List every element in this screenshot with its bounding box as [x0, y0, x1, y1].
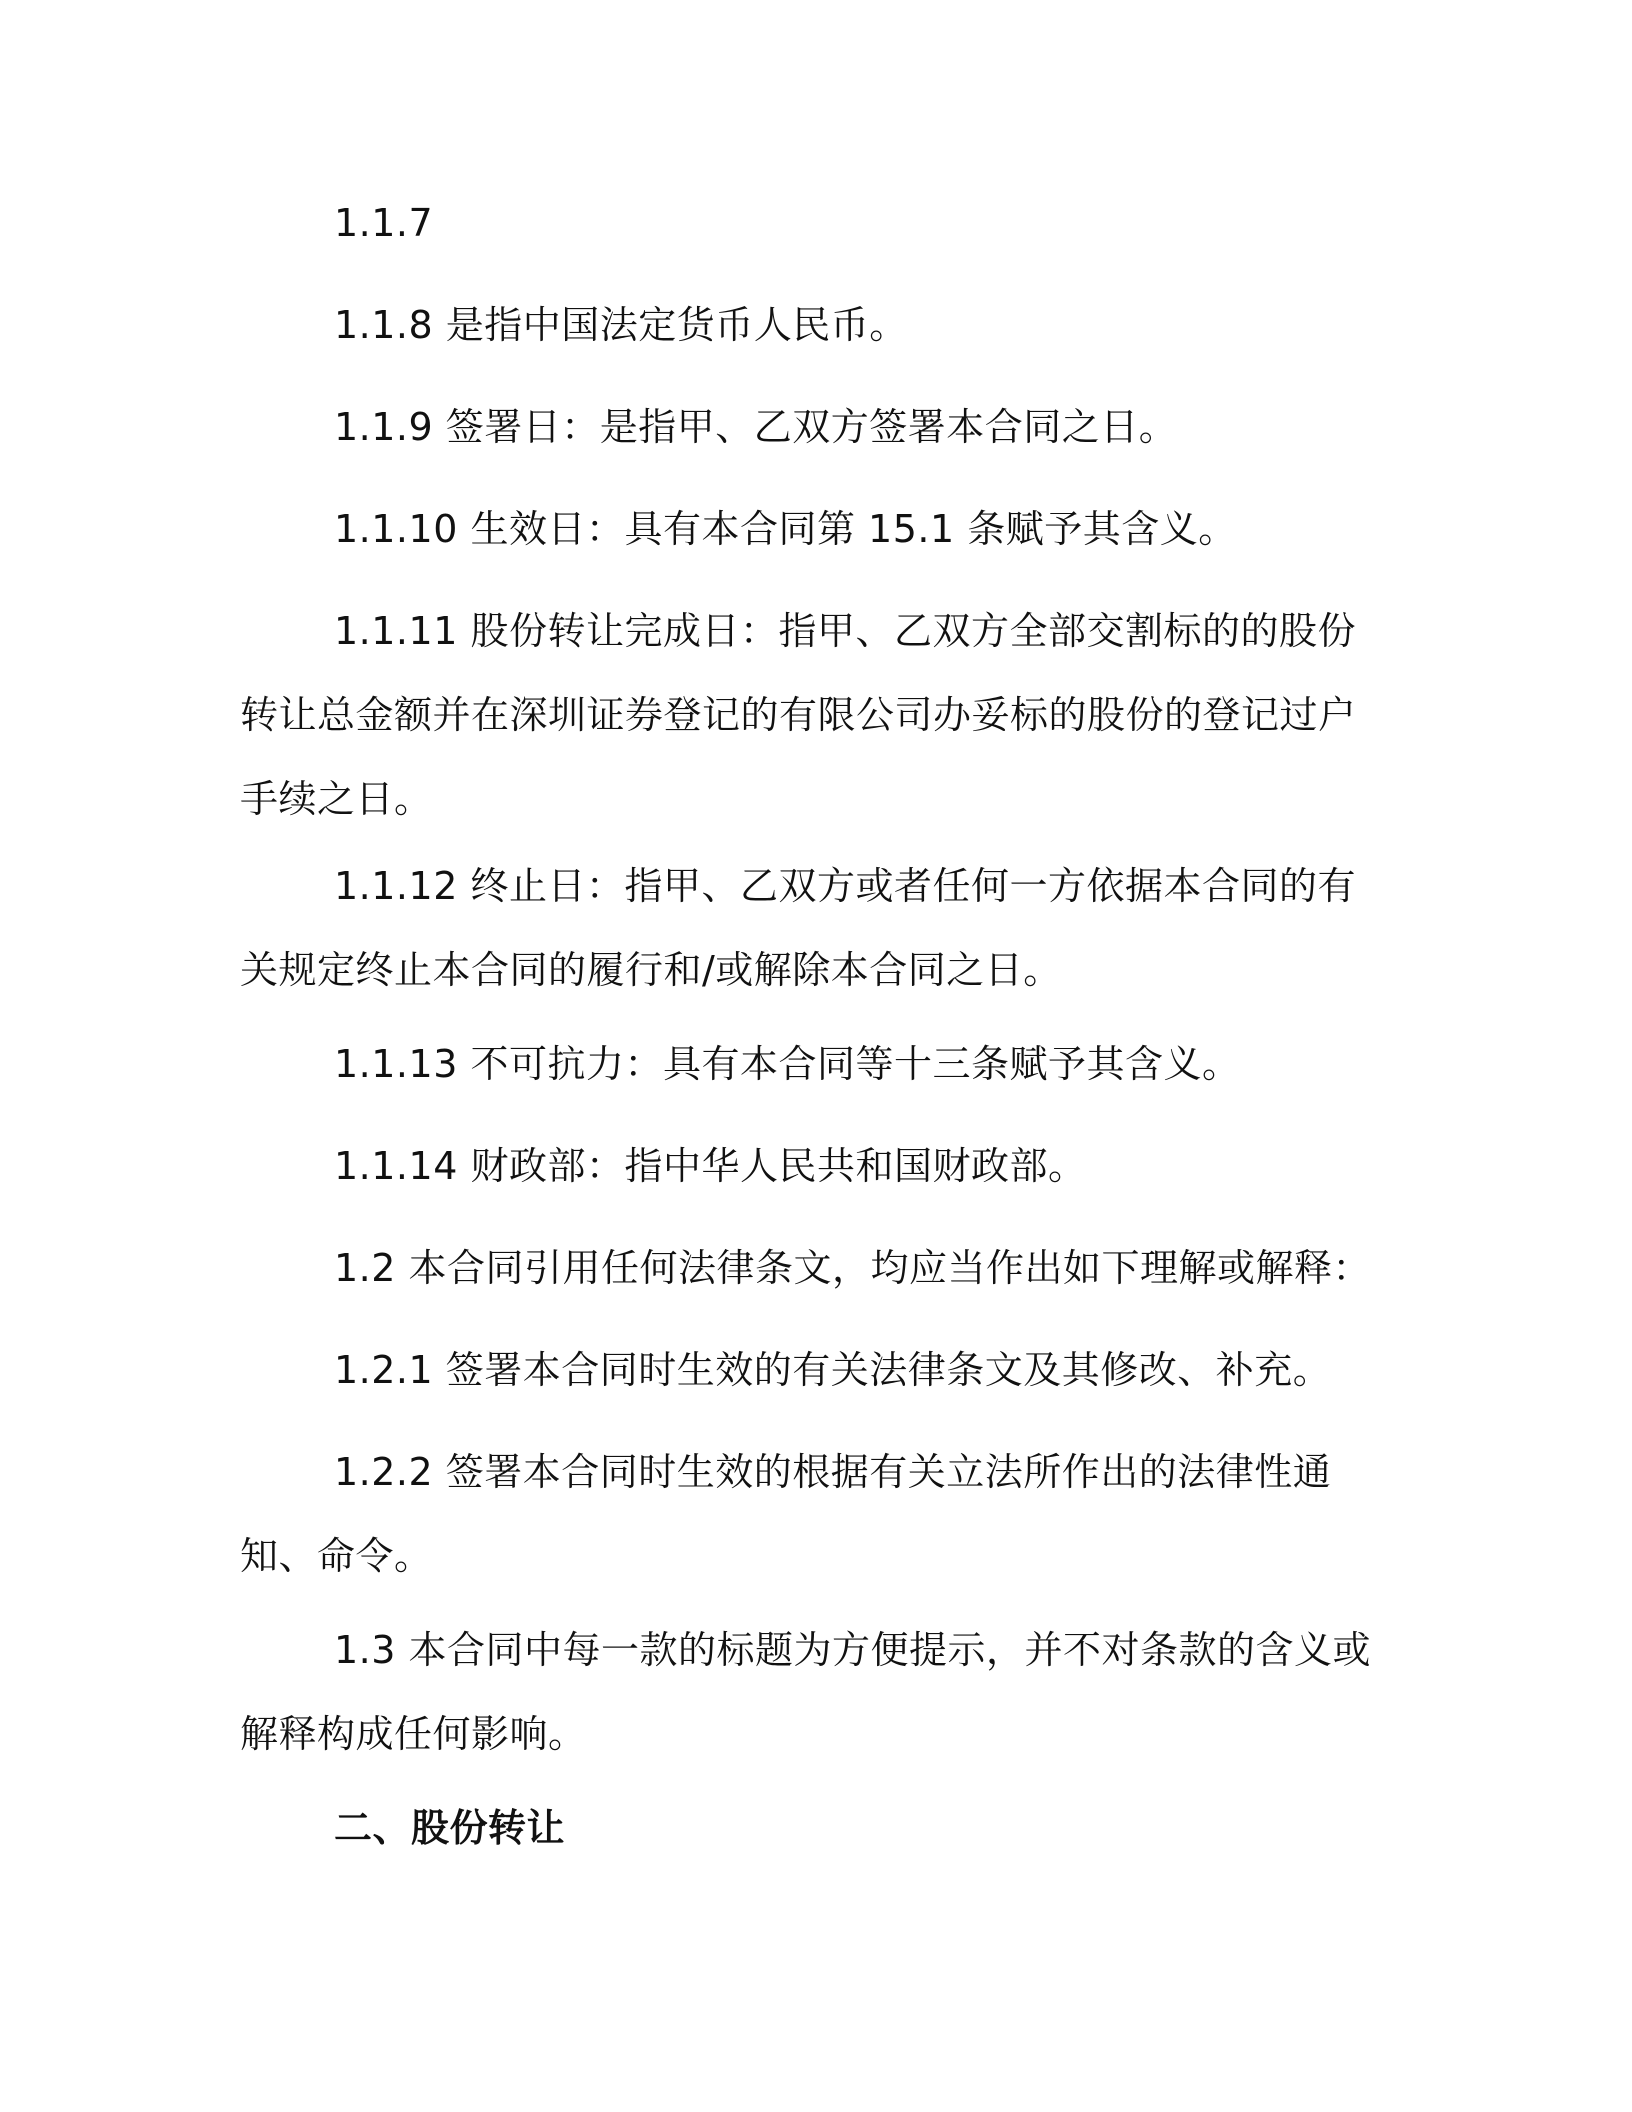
clause-1-1-13: 1.1.13 不可抗力：具有本合同等十三条赋予其含义。: [334, 1042, 1241, 1086]
clause-1-2-1: 1.2.1 签署本合同时生效的有关法律条文及其修改、补充。: [334, 1348, 1332, 1392]
clause-1-1-7: 1.1.7: [334, 201, 434, 245]
clause-1-2-2: 1.2.2 签署本合同时生效的根据有关立法所作出的法律性通知、命令。: [240, 1450, 1332, 1578]
clause-1-1-14: 1.1.14 财政部：指中华人民共和国财政部。: [334, 1144, 1087, 1188]
clause-1-1-10: 1.1.10 生效日：具有本合同第 15.1 条赋予其含义。: [334, 507, 1237, 551]
clause-1-1-11: 1.1.11 股份转让完成日：指甲、乙双方全部交割标的的股份转让总金额并在深圳证券登记的有限公司办妥标的股份的登记过户手续之日。: [240, 609, 1357, 821]
section-heading: 二、股份转让: [334, 1806, 566, 1850]
clause-1-1-12: 1.1.12 终止日：指甲、乙双方或者任何一方依据本合同的有关规定终止本合同的履行和/或解除本合同之日。: [240, 864, 1356, 992]
clause-1-3: 1.3 本合同中每一款的标题为方便提示，并不对条款的含义或解释构成任何影响。: [240, 1628, 1372, 1756]
clause-1-1-9: 1.1.9 签署日：是指甲、乙双方签署本合同之日。: [334, 405, 1178, 449]
clause-1-1-8: 1.1.8 是指中国法定货币人民币。: [334, 303, 908, 347]
clause-1-2: 1.2 本合同引用任何法律条文，均应当作出如下理解或解释：: [334, 1246, 1372, 1290]
